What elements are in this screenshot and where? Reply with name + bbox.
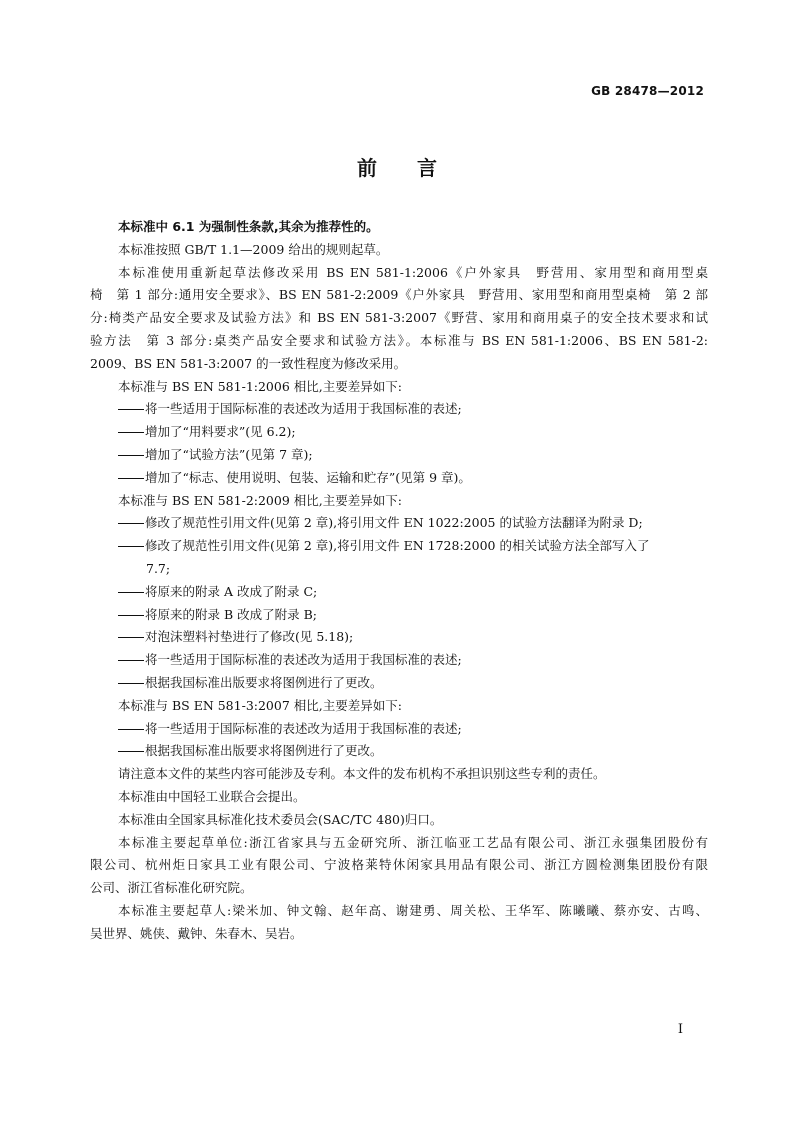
page-title: 前言: [357, 156, 477, 180]
list-item: 将一些适用于国际标准的表述改为适用于我国标准的表述;: [90, 398, 708, 421]
dash-marker: [118, 523, 144, 524]
list-item: 增加了“试验方法”(见第 7 章);: [90, 444, 708, 467]
paragraph: 本标准与 BS EN 581-3:2007 相比,主要差异如下:: [118, 697, 402, 713]
drafters: 本标准主要起草人:梁米加、钟文翰、赵年高、谢建勇、周关松、王华军、陈曦曦、蔡亦安、古鸣、: [118, 902, 708, 918]
list-item: 对泡沫塑料衬垫进行了修改(见 5.18);: [90, 626, 708, 649]
page-number: I: [677, 1022, 683, 1037]
paragraph: 本标准由全国家具标准化技术委员会(SAC/TC 480)归口。: [118, 811, 443, 827]
standard-number: GB 28478—2012: [591, 84, 704, 98]
paragraph: 本标准由中国轻工业联合会提出。: [118, 788, 306, 804]
paragraph-line: 椅 第 1 部分:通用安全要求》、BS EN 581-2:2009《户外家具 野营用、家用型和商用型桌椅 第 2 部: [90, 287, 708, 303]
mandatory-clause-note: 本标准中 6.1 为强制性条款,其余为推荐性的。: [118, 219, 379, 234]
paragraph: 本标准与 BS EN 581-1:2006 相比,主要差异如下:: [118, 378, 402, 394]
dash-marker: [118, 637, 144, 638]
dash-marker: [118, 455, 144, 456]
dash-marker: [118, 615, 144, 616]
dash-marker: [118, 546, 144, 547]
paragraph: 本标准按照 GB/T 1.1—2009 给出的规则起草。: [118, 241, 389, 257]
list-item-continuation: 7.7;: [146, 560, 171, 576]
list-item: 修改了规范性引用文件(见第 2 章),将引用文件 EN 1728:2000 的相关试验方法全部写入了: [90, 535, 708, 558]
paragraph: 本标准与 BS EN 581-2:2009 相比,主要差异如下:: [118, 492, 402, 508]
list-item: 将原来的附录 A 改成了附录 C;: [90, 581, 708, 604]
dash-marker: [118, 409, 144, 410]
list-item: 将一些适用于国际标准的表述改为适用于我国标准的表述;: [90, 718, 708, 741]
dash-marker: [118, 683, 144, 684]
paragraph-line: 公司、浙江省标准化研究院。: [90, 880, 253, 896]
patent-notice: 请注意本文件的某些内容可能涉及专利。本文件的发布机构不承担识别这些专利的责任。: [118, 766, 606, 782]
dash-marker: [118, 729, 144, 730]
list-item: 将原来的附录 B 改成了附录 B;: [90, 604, 708, 627]
paragraph-line: 分:椅类产品安全要求及试验方法》和 BS EN 581-3:2007《野营、家用和商用桌子的安全技术要求和试: [90, 310, 708, 326]
list-item: 根据我国标准出版要求将图例进行了更改。: [90, 672, 708, 695]
drafting-units: 本标准主要起草单位:浙江省家具与五金研究所、浙江临亚工艺品有限公司、浙江永强集团股份有: [118, 834, 708, 850]
paragraph-line: 验方法 第 3 部分:桌类产品安全要求和试验方法》。本标准与 BS EN 581-1:2006、BS EN 581-2:: [90, 332, 708, 348]
list-item: 增加了“用料要求”(见 6.2);: [90, 421, 708, 444]
list-item: 将一些适用于国际标准的表述改为适用于我国标准的表述;: [90, 649, 708, 672]
dash-marker: [118, 592, 144, 593]
foreword-body: [90, 216, 708, 946]
list-item: 增加了“标志、使用说明、包装、运输和贮存”(见第 9 章)。: [90, 467, 708, 490]
dash-marker: [118, 751, 144, 752]
paragraph-line: 2009、BS EN 581-3:2007 的一致性程度为修改采用。: [90, 355, 407, 371]
paragraph: 本标准使用重新起草法修改采用 BS EN 581-1:2006《户外家具 野营用、家用型和商用型桌: [118, 264, 708, 280]
paragraph-line: 限公司、杭州炬日家具工业有限公司、宁波格莱特休闲家具用品有限公司、浙江方圆检测集团股份有限: [90, 857, 708, 873]
list-item: 修改了规范性引用文件(见第 2 章),将引用文件 EN 1022:2005 的试验方法翻译为附录 D;: [90, 512, 708, 535]
dash-marker: [118, 478, 144, 479]
dash-marker: [118, 432, 144, 433]
paragraph-line: 吴世界、姚侠、戴钟、朱春木、吴岩。: [90, 925, 303, 941]
list-item: 根据我国标准出版要求将图例进行了更改。: [90, 740, 708, 763]
dash-marker: [118, 660, 144, 661]
